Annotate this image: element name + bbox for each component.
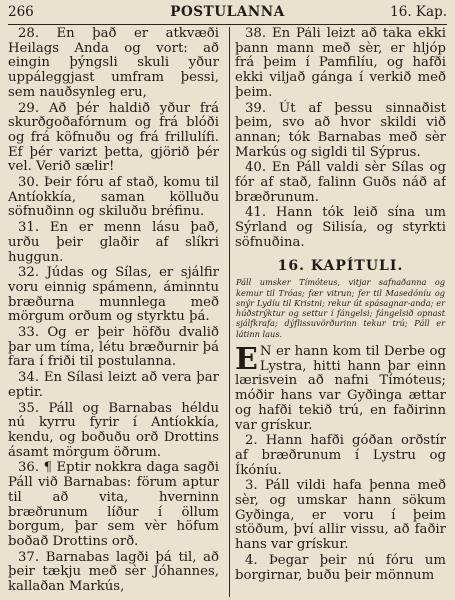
verse-paragraph: 32. Júdas og Sílas, er sjálfir voru einnig spámenn, áminntu bræðurna munnlega með mörgum orðum og styrktu þá.: [8, 265, 219, 325]
verse-paragraph: 4. Þegar þeir nú fóru um borgirnar, buðu þeir mönnum: [235, 552, 446, 583]
verse-paragraph-first: [235, 342, 446, 433]
verse-paragraph: 31. En er menn lásu það, urðu þeir glaðir af slíkri huggun.: [8, 220, 219, 265]
right-column: [235, 27, 446, 597]
column-divider: [229, 27, 230, 597]
verse-paragraph: 40. En Páll valdi sèr Sílas og fór af stað, falinn Guðs náð af bræðrunum.: [235, 160, 446, 205]
verse-paragraph: 3. Páll vildi hafa þenna með sèr, og umskar hann sökum Gyðinga, er voru í þeim stöðum, því allir vissu, að faðir hans var grískur.: [235, 478, 446, 553]
chapter-summary: Páll umsker Tímóteus, vitjar safnaðanna og kemur til Tróas; fær vitrun; fer til Masedóníu og snýr Lydíu til Kristni; rekur út spásagnar-anda; er húðstrýktur og settur í fángelsi; fángelsið opnast sjálfkrafa; dýflissuvörðurinn tekur trú; Páll er látinn laus.: [236, 277, 445, 339]
chapter-heading: 16. KAPÍTULI.: [277, 257, 404, 274]
page-header: [8, 4, 447, 22]
drop-cap: E: [235, 342, 258, 378]
verse-paragraph: 34. En Sílasi leizt að vera þar eptir.: [8, 370, 219, 400]
verse-paragraph: 33. Og er þeir höfðu dvalið þar um tíma, létu bræðurnir þá fara í friði til postulanna.: [8, 325, 219, 370]
verse-paragraph: 39. Út af þessu sinnaðist þeim, svo að hvor skildi við annan; tók Barnabas með sèr Markús og sigldi til Sýprus.: [235, 100, 446, 160]
left-column: [8, 27, 219, 597]
header-rule: [8, 24, 447, 25]
running-title: POSTULANNA: [170, 4, 285, 20]
verse-paragraph: 37. Barnabas lagði þá til, að þeir tækju með sèr Jóhannes, kallaðan Markús,: [8, 549, 219, 595]
verse-paragraph: 2. Hann hafði góðan orðstír af bræðrunum í Lystru og Íkóníu.: [235, 433, 446, 478]
verse-paragraph: 36. ¶ Eptir nokkra daga sagði Páll við Barnabas: förum aptur til að vita, hverninn bræðrunum líður í öllum borgum, þar sem vèr höfum boðað Drottins orð.: [8, 460, 219, 549]
verse-paragraph: 41. Hann tók leið sína um Sýrland og Silisía, og styrkti söfnuðina.: [235, 205, 446, 250]
verse-paragraph: 29. Að þér haldið yður frá skurðgoðafórnum og frá blóði og frá köfnuðu og frá frillulífi. Ef þér varizt þetta, gjörið þér vel. Verið sælir!: [8, 100, 219, 175]
chapter-reference: 16. Kap.: [390, 4, 447, 20]
verse-paragraph: 28. En það er atkvæði Heilags Anda og vort: að eingin þýngsli skuli yður uppáleggjast umfram þessi, sem nauðsynleg eru,: [8, 27, 219, 100]
verse-paragraph: 38. En Páli leizt að taka ekki þann mann með sèr, er hljóp frá þeim í Pamfilíu, og hafði ekki viljað gánga í verkið með þeim.: [235, 27, 446, 100]
verse-text: N er hann kom til Derbe og Lystra, hitti hann þar einn lærisvein að nafni Tímóteus; móðir hans var Gyðinga ættar og hafði tekið trú, en faðirinn var grískur.: [235, 344, 446, 433]
verse-paragraph: 30. Þeir fóru af stað, komu til Antíokkía, saman kölluðu söfnuðinn og skiluðu bréfinu.: [8, 175, 219, 220]
verse-paragraph: 35. Páll og Barnabas héldu nú kyrru fyrir í Antíokkía, kendu, og boðuðu orð Drottins ásamt mörgum öðrum.: [8, 400, 219, 460]
page-number: 266: [8, 4, 34, 20]
